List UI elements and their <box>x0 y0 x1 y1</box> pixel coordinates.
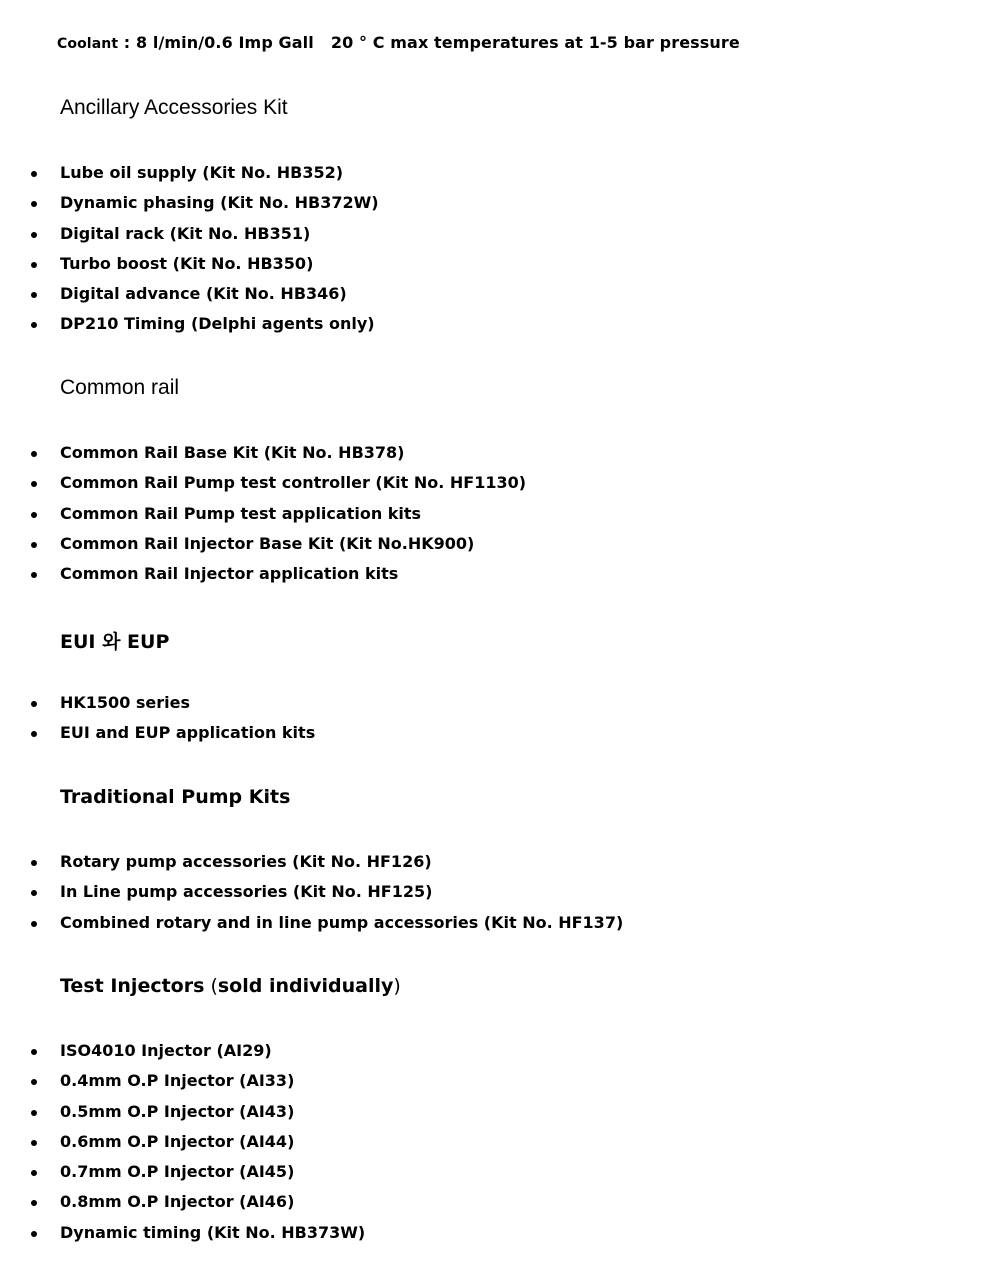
bullet-icon <box>31 1110 37 1116</box>
coolant-label: Coolant <box>57 36 119 52</box>
bullet-icon <box>31 1049 37 1055</box>
list-item-text: 0.4mm O.P Injector (AI33) <box>60 1071 295 1091</box>
section-heading-eui-eup: EUI 와 EUP <box>60 631 170 653</box>
list-item-text: EUI and EUP application kits <box>60 723 316 743</box>
section-heading-common-rail: Common rail <box>60 376 180 399</box>
bullet-icon <box>31 1079 37 1085</box>
list-item-text: Common Rail Base Kit (Kit No. HB378) <box>60 443 405 462</box>
bullet-icon <box>31 201 37 207</box>
list-item-text: 0.6mm O.P Injector (AI44) <box>60 1131 295 1151</box>
bullet-icon <box>31 890 37 896</box>
bullet-icon <box>31 481 37 487</box>
list-item-text: Digital rack (Kit No. HB351) <box>60 223 311 243</box>
list-item-text: Common Rail Pump test application kits <box>60 503 422 523</box>
list-item-text: 0.8mm O.P Injector (AI46) <box>60 1192 295 1212</box>
list-item-text: 0.7mm O.P Injector (AI45) <box>60 1162 295 1182</box>
bullet-icon <box>31 572 37 578</box>
list-item-text: DP210 Timing (Delphi agents only) <box>60 314 375 334</box>
bullet-icon <box>31 171 37 177</box>
bullet-icon <box>31 921 37 927</box>
list-item-text: Digital advance (Kit No. HB346) <box>60 284 347 304</box>
heading-part-main: Test Injectors <box>60 975 205 997</box>
heading-part-note: sold individually <box>217 975 394 997</box>
heading-paren-open: ( <box>204 975 218 997</box>
bullet-icon <box>31 1231 37 1237</box>
bullet-icon <box>31 542 37 548</box>
list-item-text: In Line pump accessories (Kit No. HF125) <box>60 882 433 902</box>
bullet-icon <box>31 1170 37 1176</box>
bullet-icon <box>31 292 37 298</box>
list-item-text: Dynamic timing (Kit No. HB373W) <box>60 1222 366 1242</box>
heading-paren-close: ) <box>393 975 401 997</box>
list-item-text: HK1500 series <box>60 693 191 712</box>
bullet-icon <box>31 232 37 238</box>
section-heading-ancillary: Ancillary Accessories Kit <box>60 96 288 119</box>
coolant-spec-line <box>57 33 740 52</box>
list-item-text: Combined rotary and in line pump accessories (Kit No. HF137) <box>60 912 624 932</box>
list-item-text: Common Rail Injector application kits <box>60 564 399 584</box>
bullet-icon <box>31 322 37 328</box>
bullet-icon <box>31 512 37 518</box>
coolant-spec-text: : 8 l/min/0.6 Imp Gall 20 ° C max temperatures at 1-5 bar pressure <box>118 33 740 52</box>
bullet-icon <box>31 451 37 457</box>
bullet-icon <box>31 731 37 737</box>
list-item-text: ISO4010 Injector (AI29) <box>60 1041 272 1060</box>
list-item-text: Rotary pump accessories (Kit No. HF126) <box>60 852 432 871</box>
bullet-icon <box>31 1140 37 1146</box>
list-item-text: Common Rail Injector Base Kit (Kit No.HK900) <box>60 533 475 553</box>
list-item-text: 0.5mm O.P Injector (AI43) <box>60 1101 295 1121</box>
bullet-icon <box>31 262 37 268</box>
bullet-icon <box>31 701 37 707</box>
bullet-icon <box>31 1200 37 1206</box>
list-item-text: Lube oil supply (Kit No. HB352) <box>60 163 344 182</box>
list-item-text: Common Rail Pump test controller (Kit No. HF1130) <box>60 473 527 493</box>
section-heading-traditional: Traditional Pump Kits <box>60 786 291 808</box>
list-item-text: Dynamic phasing (Kit No. HB372W) <box>60 193 379 213</box>
section-heading-test-injectors <box>60 975 401 997</box>
bullet-icon <box>31 860 37 866</box>
list-item-text: Turbo boost (Kit No. HB350) <box>60 253 314 273</box>
